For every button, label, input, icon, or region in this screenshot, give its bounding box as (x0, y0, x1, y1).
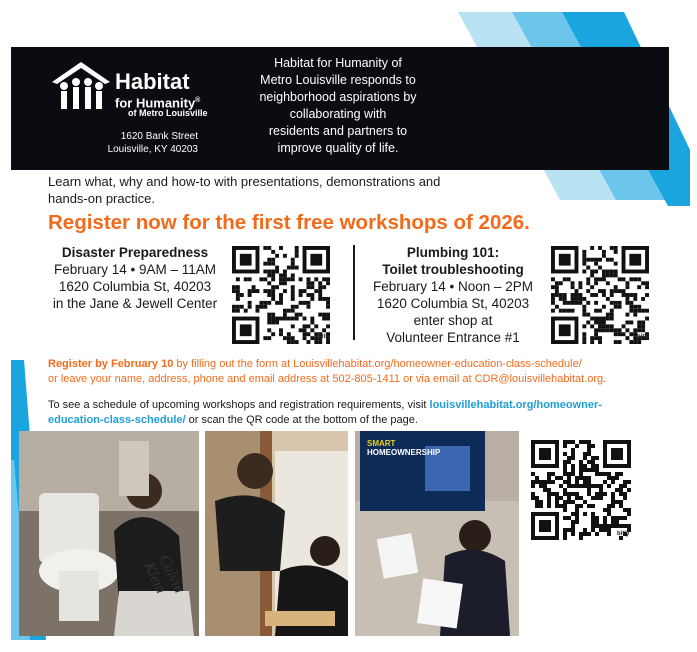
qr-caption: bitly (617, 531, 630, 537)
workshop-address: 1620 Columbia St, 40203 (376, 296, 530, 311)
address-line-1: 1620 Bank Street (120, 131, 198, 142)
workshop-title: Disaster Preparedness (61, 245, 209, 260)
qr-code-plumbing[interactable] (551, 246, 649, 344)
logo-name: Habitat (115, 69, 190, 94)
shirt-text: Calvin Klein (140, 552, 188, 597)
logo-subtitle-2: of Metro Louisville (128, 108, 208, 118)
workshop-date: February 14 • 9AM – 11AM (53, 262, 217, 277)
workshop-plumbing-101 (362, 244, 544, 346)
qr-code-schedule[interactable] (531, 440, 631, 540)
workshop-subtitle: Toilet troubleshooting (382, 262, 524, 277)
photo-toilet-workshop (19, 431, 199, 636)
workshop-date: February 14 • Noon – 2PM (372, 279, 534, 294)
workshop-title: Plumbing 101: (406, 245, 500, 260)
address-line-2: Louisville, KY 40203 (107, 144, 198, 155)
divider (353, 245, 355, 340)
schedule-info: To see a schedule of upcoming workshops and registration requirements, visit louisvillehabitat.org/homeowner- education-class-schedule/ or scan the QR code at the bottom of the page. (48, 399, 602, 426)
workshop-location-2: Volunteer Entrance #1 (386, 330, 520, 345)
workshop-location: enter shop at (413, 313, 493, 328)
workshop-disaster-preparedness (44, 244, 226, 312)
intro-text: Learn what, why and how-to with presentations, demonstrations and hands-on practice. (48, 174, 441, 206)
workshop-address: 1620 Columbia St, 40203 (58, 279, 212, 294)
mission-statement: Habitat for Humanity of Metro Louisville responds to neighborhood aspirations by collaborating with residents and partners to improve quality of life. (259, 56, 417, 155)
qr-code-disaster[interactable] (232, 246, 330, 344)
screen-title-2: HOMEOWNERSHIP (367, 448, 441, 457)
photo-plumbing-workshop (205, 431, 348, 636)
screen-title-1: SMART (367, 439, 396, 448)
registration-info: Register by February 10 by filling out the form at Louisvillehabitat.org/homeowner-education-class-schedule/ or leave your name, address, phone and email address at 502-805-1411 or via email at CDR@louisvillehabitat.org. (48, 358, 607, 385)
logo-subtitle: for Humanity® (115, 95, 201, 111)
schedule-link-2[interactable]: education-class-schedule/ (48, 414, 186, 426)
qr-caption: bitly (318, 334, 331, 340)
workshop-location: in the Jane & Jewell Center (52, 296, 218, 311)
photo-homeownership-workshop (355, 431, 519, 636)
schedule-link[interactable]: louisvillehabitat.org/homeowner- (429, 399, 602, 411)
headline: Register now for the first free workshops of 2026. (48, 211, 530, 234)
habitat-logo-icon (50, 60, 112, 112)
qr-caption: bitly (637, 334, 650, 340)
